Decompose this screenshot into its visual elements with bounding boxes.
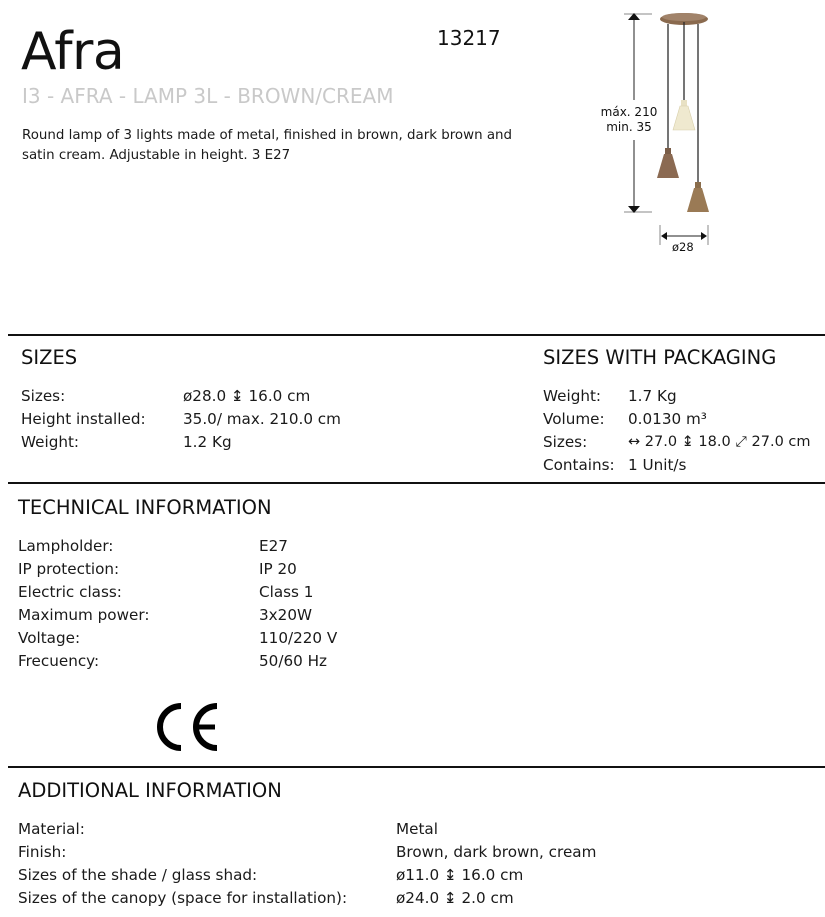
row-label: Sizes of the canopy (space for installation): xyxy=(18,889,348,907)
row-value: Class 1 xyxy=(259,583,314,601)
row-value: 35.0/ max. 210.0 cm xyxy=(183,410,341,428)
row-value: Brown, dark brown, cream xyxy=(396,843,597,861)
table-row xyxy=(18,604,498,627)
table-row xyxy=(543,454,825,477)
table-row xyxy=(18,558,498,581)
table-row xyxy=(18,535,498,558)
row-value: 3x20W xyxy=(259,606,312,624)
table-row xyxy=(18,818,638,841)
row-value: ø28.0 ↨ 16.0 cm xyxy=(183,387,311,405)
row-label: Height installed: xyxy=(21,410,146,428)
row-label: Electric class: xyxy=(18,583,122,601)
product-description: Round lamp of 3 lights made of metal, finished in brown, dark brown and satin cream. Adjustable in height. 3 E27 xyxy=(22,128,513,163)
max-height-label: máx. 210 xyxy=(600,105,658,119)
table-row xyxy=(543,408,825,431)
row-value: ø11.0 ↨ 16.0 cm xyxy=(396,866,524,884)
technical-heading: TECHNICAL INFORMATION xyxy=(18,496,272,519)
diameter-label: ø28 xyxy=(672,240,694,254)
lamp-diagram xyxy=(590,6,730,256)
table-row xyxy=(18,887,638,910)
table-row xyxy=(18,627,498,650)
product-title: Afra xyxy=(21,22,125,82)
table-row xyxy=(18,650,498,673)
row-value: ø24.0 ↨ 2.0 cm xyxy=(396,889,514,907)
technical-table xyxy=(18,535,498,673)
divider xyxy=(8,766,825,768)
product-reference: 13217 xyxy=(437,26,501,50)
row-label: Weight: xyxy=(21,433,80,451)
table-row xyxy=(21,408,501,431)
row-value: 50/60 Hz xyxy=(259,652,327,670)
row-label: Finish: xyxy=(18,843,67,861)
row-label: Voltage: xyxy=(18,629,81,647)
table-row xyxy=(18,841,638,864)
row-value: IP 20 xyxy=(259,560,297,578)
packaging-heading: SIZES WITH PACKAGING xyxy=(543,346,777,369)
row-label: Contains: xyxy=(543,456,615,474)
sizes-table xyxy=(21,385,501,454)
table-row xyxy=(21,431,501,454)
row-label: Maximum power: xyxy=(18,606,150,624)
additional-heading: ADDITIONAL INFORMATION xyxy=(18,779,282,802)
row-label: Material: xyxy=(18,820,85,838)
row-value: ↔ 27.0 ↨ 18.0 ⤢ 27.0 cm xyxy=(628,434,811,450)
ce-mark-icon xyxy=(154,702,220,752)
row-value: 1.7 Kg xyxy=(628,387,677,405)
row-label: Frecuency: xyxy=(18,652,100,670)
row-label: Lampholder: xyxy=(18,537,114,555)
sizes-heading: SIZES xyxy=(21,346,78,369)
row-value: Metal xyxy=(396,820,438,838)
min-height-label: min. 35 xyxy=(606,120,652,134)
packaging-table xyxy=(543,385,825,477)
row-label: Sizes of the shade / glass shad: xyxy=(18,866,258,884)
row-value: 110/220 V xyxy=(259,629,338,647)
row-value: 1 Unit/s xyxy=(628,456,687,474)
table-row xyxy=(543,385,825,408)
table-row xyxy=(543,431,825,454)
row-label: IP protection: xyxy=(18,560,120,578)
table-row xyxy=(21,385,501,408)
table-row xyxy=(18,581,498,604)
row-value: 0.0130 m³ xyxy=(628,410,707,428)
product-subtitle: I3 - AFRA - LAMP 3L - BROWN/CREAM xyxy=(22,84,394,108)
additional-table xyxy=(18,818,638,910)
table-row xyxy=(18,864,638,887)
row-value: E27 xyxy=(259,537,288,555)
divider xyxy=(8,334,825,336)
row-label: Sizes: xyxy=(21,387,66,405)
divider xyxy=(8,482,825,484)
row-label: Weight: xyxy=(543,387,602,405)
row-value: 1.2 Kg xyxy=(183,433,232,451)
row-label: Sizes: xyxy=(543,433,588,451)
row-label: Volume: xyxy=(543,410,605,428)
